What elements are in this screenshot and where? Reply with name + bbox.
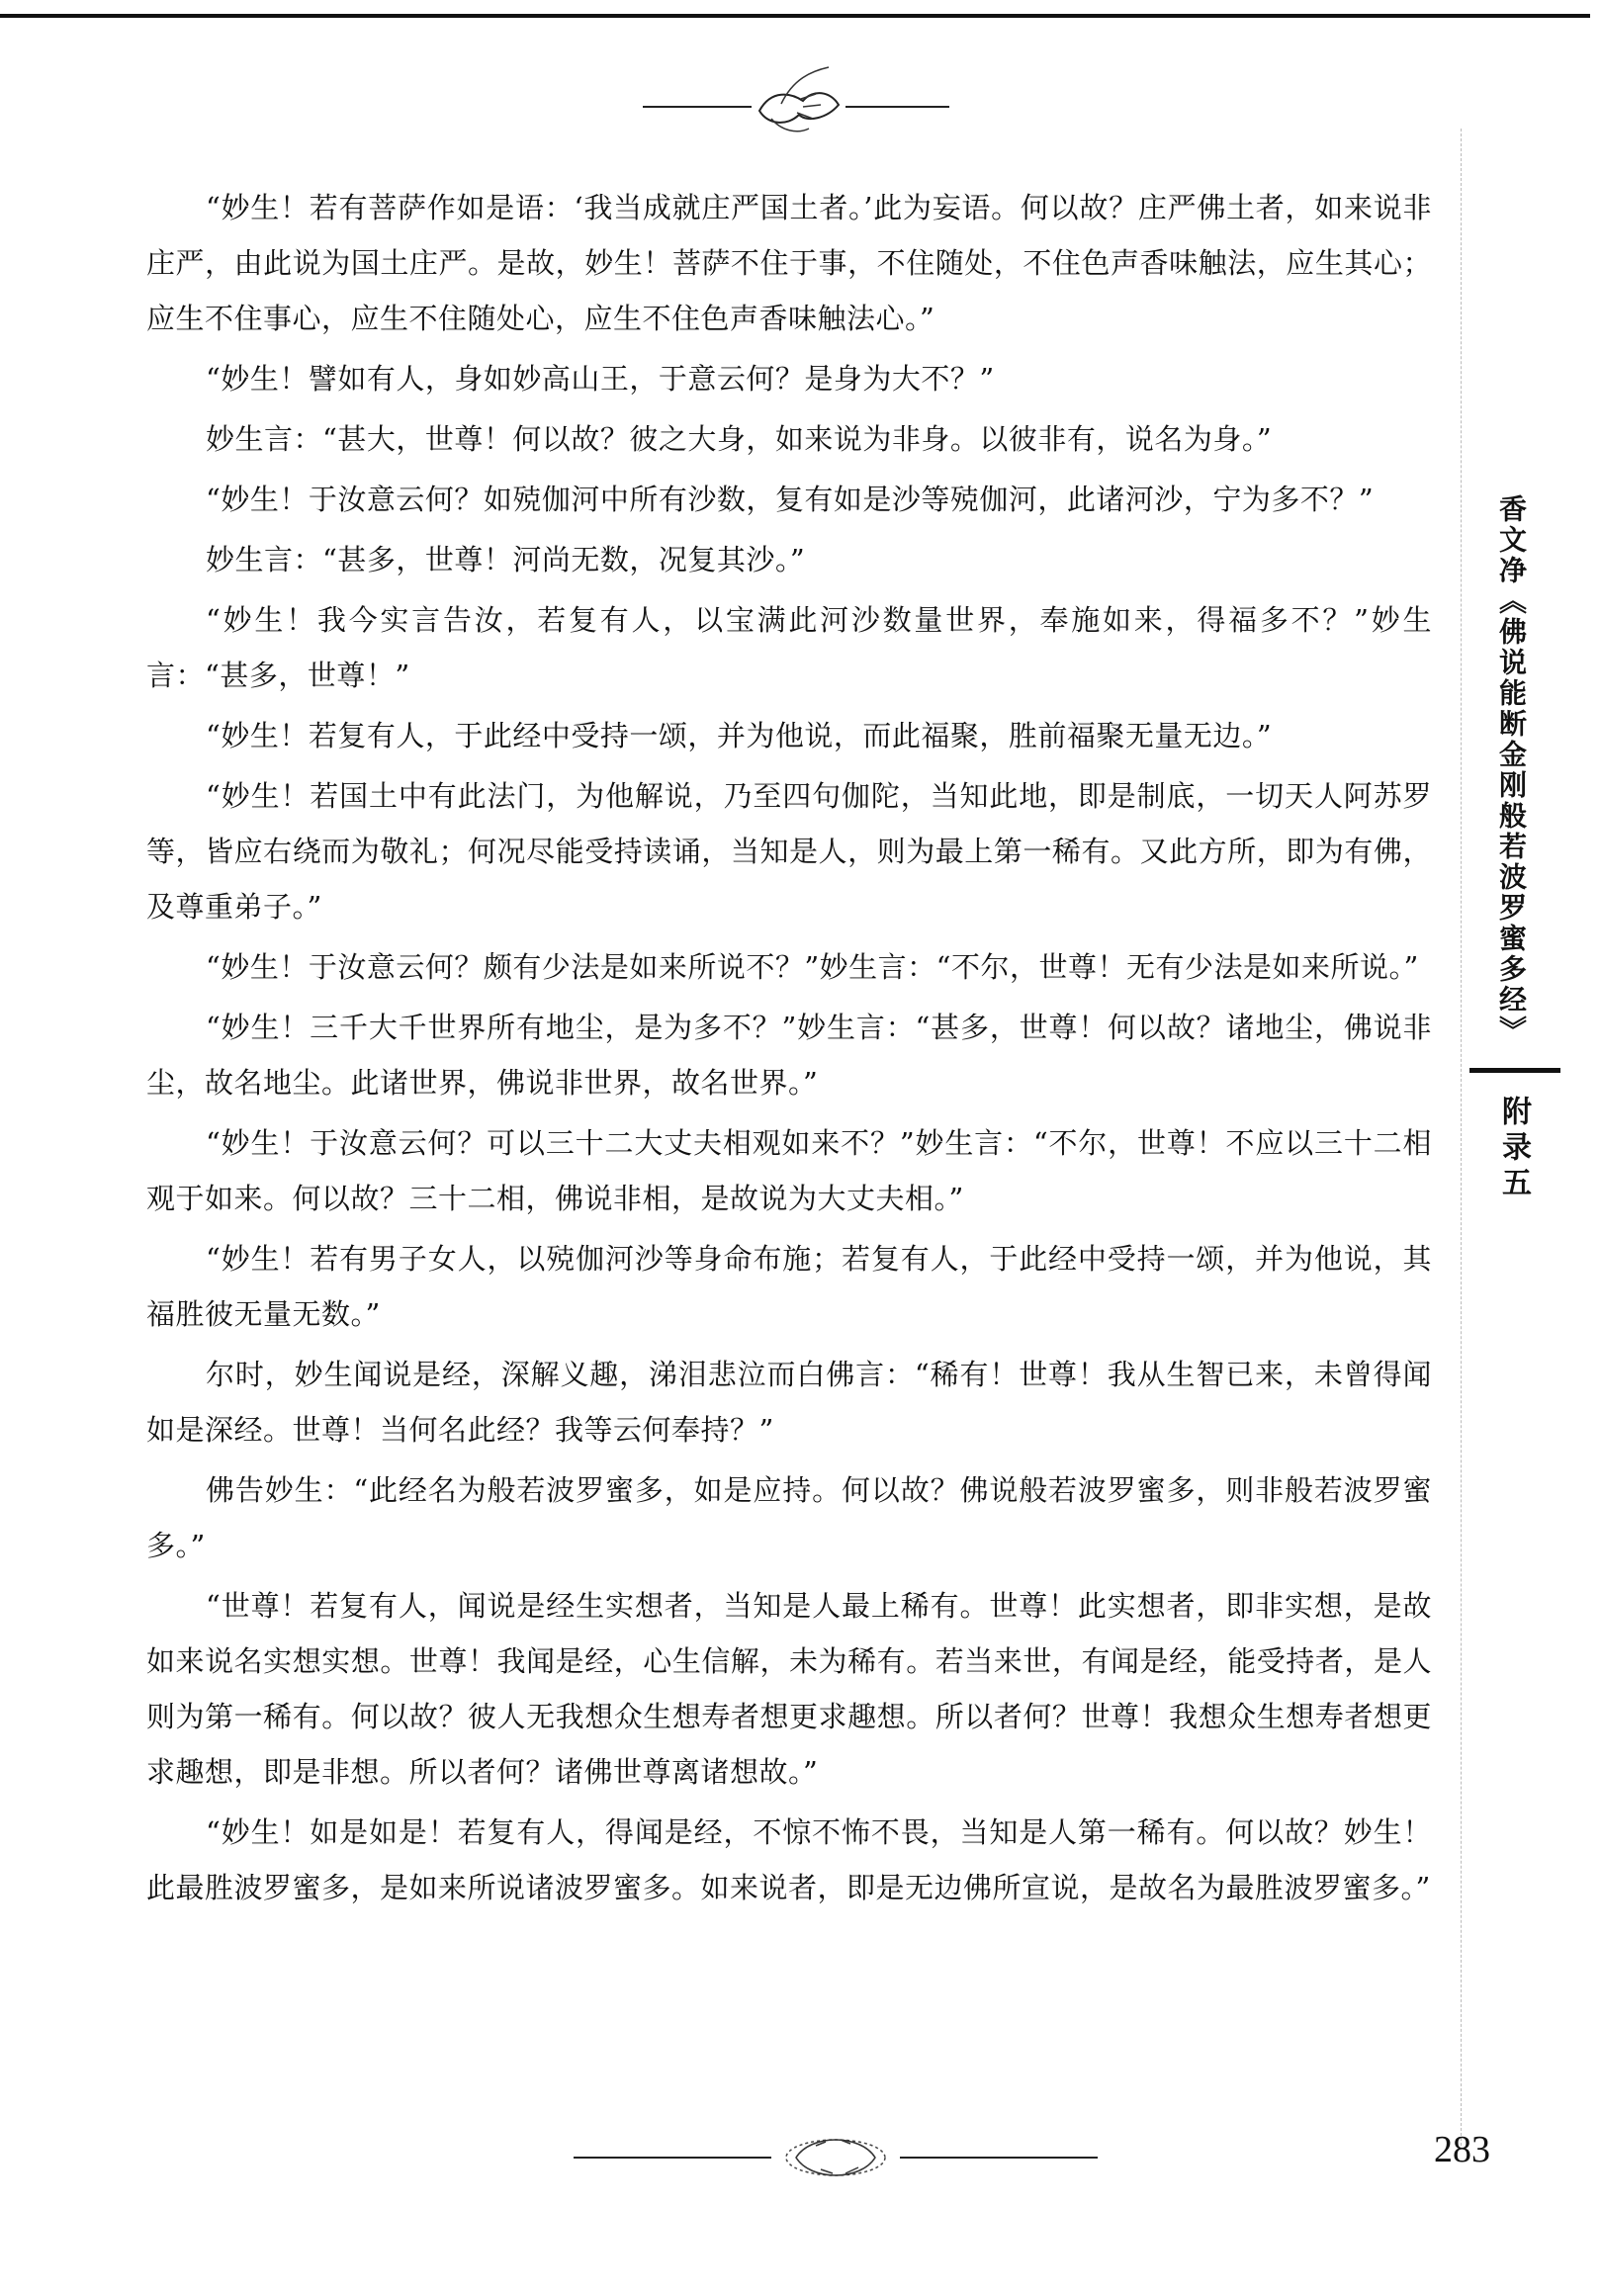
paragraph: “妙生！于汝意云何？可以三十二大丈夫相观如来不？”妙生言：“不尔，世尊！不应以三十二相观于如来。何以故？三十二相，佛说非相，是故说为大丈夫相。”	[146, 1126, 1432, 1215]
paragraph: “妙生！若有男子女人，以殑伽河沙等身命布施；若复有人，于此经中受持一颂，并为他说，其福胜彼无量无数。”	[146, 1242, 1432, 1331]
paragraph: “妙生！于汝意云何？颇有少法是如来所说不？”妙生言：“不尔，世尊！无有少法是如来所说。”	[206, 950, 1419, 984]
paragraph: “妙生！于汝意云何？如殑伽河中所有沙数，复有如是沙等殑伽河，此诸河沙，宁为多不？”	[206, 483, 1375, 516]
running-head-title: 香文净《佛说能断金刚般若波罗蜜多经》	[1495, 494, 1528, 1046]
paragraph: 佛告妙生：“此经名为般若波罗蜜多，如是应持。何以故？佛说般若波罗蜜多，则非般若波罗蜜多。”	[146, 1473, 1432, 1562]
header-ornament-icon	[633, 49, 959, 148]
paragraph: “妙生！若国土中有此法门，为他解说，乃至四句伽陀，当知此地，即是制底，一切天人阿苏罗等，皆应右绕而为敬礼；何况尽能受持读诵，当知是人，则为最上第一稀有。又此方所，即为有佛，及尊重弟子。”	[146, 779, 1432, 924]
paragraph: “妙生！若有菩萨作如是语：‘我当成就庄严国土者。’此为妄语。何以故？庄严佛土者，如来说非庄严，由此说为国土庄严。是故，妙生！菩萨不住于事，不住随处，不住色声香味触法，应生其心；应生不住事心，应生不住随处心，应生不住色声香味触法心。”	[146, 191, 1432, 335]
footer-ornament-icon	[574, 2116, 1098, 2195]
main-text	[146, 180, 1432, 1920]
header-rule	[0, 14, 1590, 18]
margin-rule	[1461, 129, 1463, 2146]
paragraph: 妙生言：“甚多，世尊！河尚无数，况复其沙。”	[206, 543, 806, 576]
paragraph: “妙生！如是如是！若复有人，得闻是经，不惊不怖不畏，当知是人第一稀有。何以故？妙生！此最胜波罗蜜多，是如来所说诸波罗蜜多。如来说者，即是无边佛所宣说，是故名为最胜波罗蜜多。”	[146, 1815, 1432, 1904]
paragraph: “妙生！若复有人，于此经中受持一颂，并为他说，而此福聚，胜前福聚无量无边。”	[206, 719, 1273, 752]
paragraph: “妙生！三千大千世界所有地尘，是为多不？”妙生言：“甚多，世尊！何以故？诸地尘，佛说非尘，故名地尘。此诸世界，佛说非世界，故名世界。”	[146, 1011, 1432, 1100]
paragraph: 尔时，妙生闻说是经，深解义趣，涕泪悲泣而白佛言：“稀有！世尊！我从生智已来，未曾得闻如是深经。世尊！当何名此经？我等云何奉持？”	[146, 1358, 1432, 1447]
paragraph: “妙生！譬如有人，身如妙高山王，于意云何？是身为大不？”	[206, 362, 995, 396]
page-number: 283	[1434, 2129, 1490, 2170]
running-head-divider	[1469, 1068, 1560, 1073]
paragraph: “世尊！若复有人，闻说是经生实想者，当知是人最上稀有。世尊！此实想者，即非实想，是故如来说名实想实想。世尊！我闻是经，心生信解，未为稀有。若当来世，有闻是经，能受持者，是人则为第一稀有。何以故？彼人无我想众生想寿者想更求趣想。所以者何？世尊！我想众生想寿者想更求趣想，即是非想。所以者何？诸佛世尊离诸想故。”	[146, 1589, 1432, 1789]
running-head-section: 附录五	[1496, 1096, 1531, 1202]
paragraph: 妙生言：“甚大，世尊！何以故？彼之大身，如来说为非身。以彼非有，说名为身。”	[206, 422, 1273, 456]
paragraph: “妙生！我今实言告汝，若复有人，以宝满此河沙数量世界，奉施如来，得福多不？”妙生言：“甚多，世尊！”	[146, 603, 1432, 692]
